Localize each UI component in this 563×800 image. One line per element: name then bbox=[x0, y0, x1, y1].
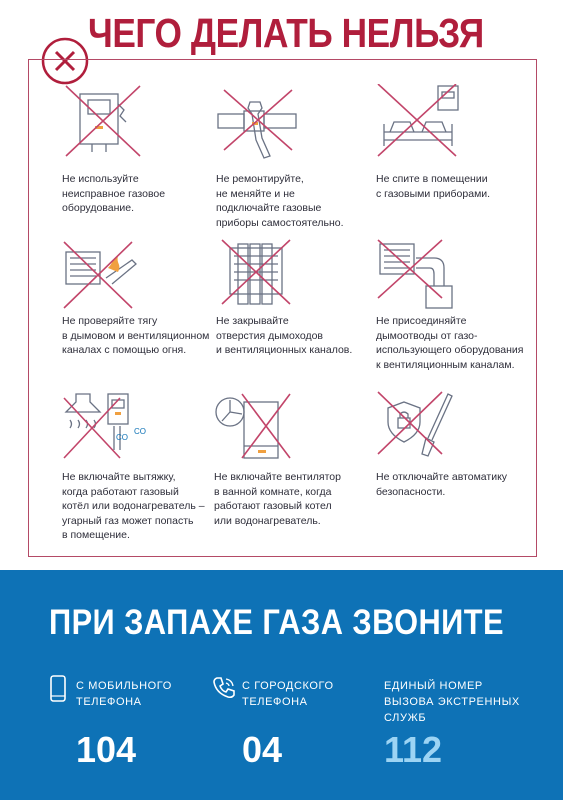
mobile-phone-icon bbox=[49, 675, 67, 703]
rule-text: Не включайте вентилятор в ванной комнате, когда работают газовый котел или водонагреватель. bbox=[214, 471, 341, 527]
landline-phone-icon bbox=[212, 676, 236, 700]
broken-gas-boiler-icon bbox=[62, 84, 148, 164]
emergency-number[interactable]: 112 bbox=[384, 729, 443, 770]
rule-text: Не используйте неисправное газовое оборудование. bbox=[62, 173, 166, 214]
pipe-wrench-icon bbox=[216, 84, 302, 164]
bed-with-boiler-icon bbox=[376, 84, 462, 164]
mobile-label: С МОБИЛЬНОГО ТЕЛЕФОНА bbox=[76, 680, 172, 708]
mobile-number[interactable]: 104 bbox=[76, 729, 137, 770]
fan-and-heater-icon bbox=[214, 388, 300, 468]
covered-vent-icon bbox=[216, 238, 302, 318]
rule-text: Не присоединяйте дымоотводы от газо- использующего оборудования к вентиляционным каналам. bbox=[376, 315, 524, 371]
rule-text: Не отключайте автоматику безопасности. bbox=[376, 471, 508, 498]
shield-and-screwdriver-icon bbox=[376, 388, 462, 468]
rule-text: Не проверяйте тягу в дымовом и вентиляционном каналах с помощью огня. bbox=[62, 315, 210, 356]
emergency-label: ЕДИНЫЙ НОМЕР ВЫЗОВА ЭКСТРЕННЫХ СЛУЖБ bbox=[384, 680, 520, 724]
hotline-title: ПРИ ЗАПАХЕ ГАЗА ЗВОНИТЕ bbox=[49, 603, 504, 642]
vent-with-flame-icon bbox=[62, 238, 148, 318]
rule-text: Не спите в помещении с газовыми приборами. bbox=[376, 173, 491, 200]
poster-title: ЧЕГО ДЕЛАТЬ НЕЛЬЗЯ bbox=[88, 10, 484, 56]
svg-text:CO: CO bbox=[134, 427, 146, 436]
rule-text: Не ремонтируйте, не меняйте и не подключайте газовые приборы самостоятельно. bbox=[216, 173, 344, 229]
rule-text: Не включайте вытяжку, когда работают газовый котёл или водонагреватель – угарный газ может попасть в помещение. bbox=[62, 471, 205, 541]
chimney-duct-icon bbox=[376, 238, 462, 318]
svg-text:CO: CO bbox=[116, 433, 128, 442]
hood-and-boiler-co-icon bbox=[62, 388, 148, 468]
landline-label: С ГОРОДСКОГО ТЕЛЕФОНА bbox=[242, 680, 334, 708]
landline-number[interactable]: 04 bbox=[242, 729, 283, 770]
rule-text: Не закрывайте отверстия дымоходов и вентиляционных каналов. bbox=[216, 315, 353, 356]
